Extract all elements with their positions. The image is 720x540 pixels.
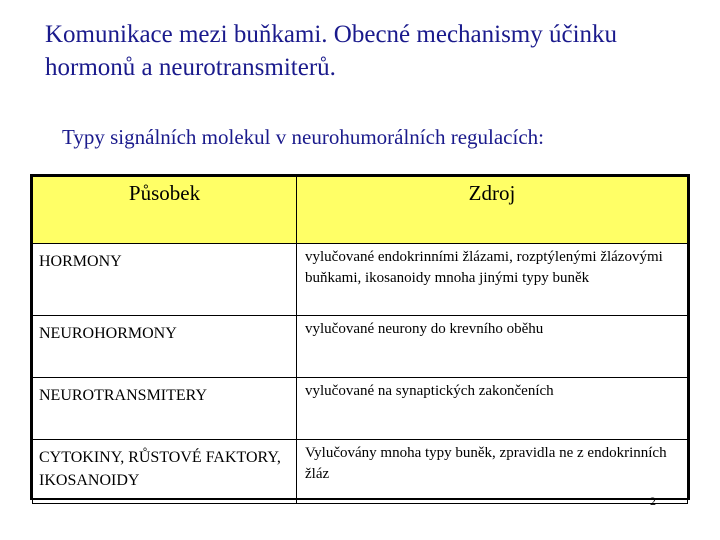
page-number: 2 — [650, 494, 656, 508]
table-row — [33, 378, 688, 440]
row-source: vylučované na synaptických zakončeních — [297, 378, 688, 440]
row-category: NEUROHORMONY — [33, 316, 297, 378]
row-category: CYTOKINY, RŮSTOVÉ FAKTORY, IKOSANOIDY — [33, 440, 297, 504]
table-row — [33, 244, 688, 316]
row-source: Vylučovány mnoha typy buněk, zpravidla ne z endokrinních žláz — [297, 440, 688, 504]
table-row — [33, 440, 688, 504]
row-source: vylučované neurony do krevního oběhu — [297, 316, 688, 378]
row-source: vylučované endokrinními žlázami, rozptýlenými žlázovými buňkami, ikosanoidy mnoha jinými typy buněk — [297, 244, 688, 316]
header-zdroj: Zdroj — [297, 177, 688, 244]
row-category: HORMONY — [33, 244, 297, 316]
table-header-row — [33, 177, 688, 244]
table — [32, 176, 688, 504]
header-pusobek: Působek — [33, 177, 297, 244]
slide-title: Komunikace mezi buňkami. Obecné mechanismy účinku hormonů a neurotransmiterů. — [45, 21, 618, 81]
slide-subtitle: Typy signálních molekul v neurohumorálních regulacích: — [62, 125, 544, 149]
table-row — [33, 316, 688, 378]
row-category: NEUROTRANSMITERY — [33, 378, 297, 440]
signal-molecules-table — [30, 174, 690, 500]
